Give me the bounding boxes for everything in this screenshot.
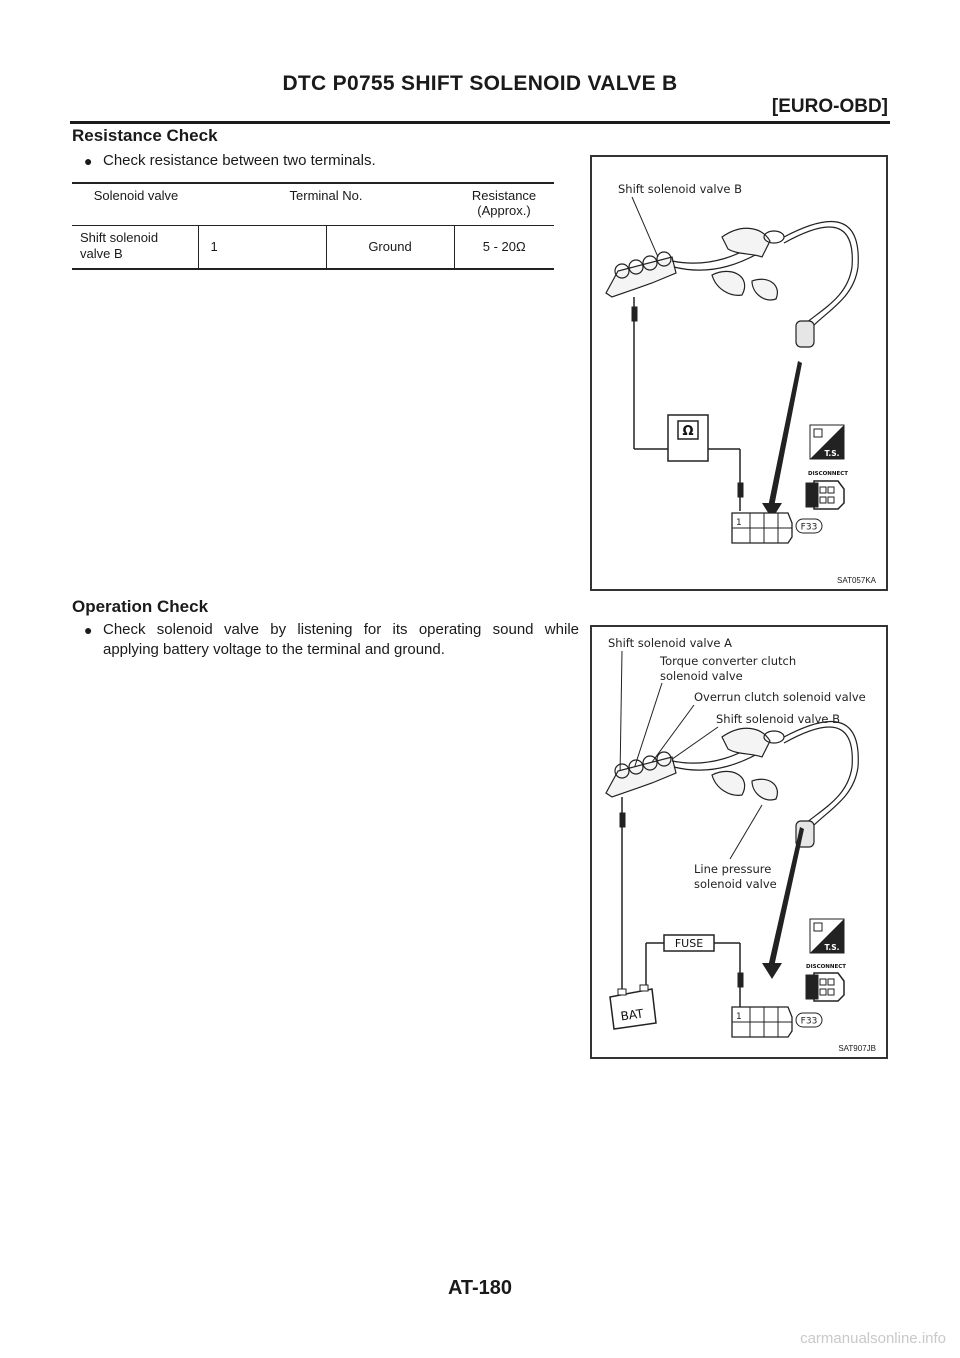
arrow-to-connector (768, 361, 802, 507)
disconnect-connector-icon (806, 481, 844, 509)
line-pressure-label-line1: Line pressure (694, 862, 772, 876)
page-number: AT-180 (447, 1277, 513, 1299)
cell-resistance: 5 - 20Ω (454, 225, 554, 269)
solenoid-assembly (606, 222, 858, 347)
ts-label: T.S. (824, 943, 840, 952)
bullet-icon: ● (84, 153, 93, 169)
operation-diagram (592, 627, 886, 1057)
disconnect-tool-icon (810, 919, 844, 953)
figure-code: SAT907JB (838, 1044, 876, 1053)
cell-terminal-b: Ground (326, 225, 454, 269)
cell-valve: Shift solenoid valve B (72, 225, 198, 269)
figure-code: SAT057KA (837, 576, 876, 585)
operation-check-bullet (84, 620, 578, 660)
resistance-check-bullet (84, 151, 564, 171)
cell-terminal-a: 1 (198, 225, 326, 269)
terminal-number: 1 (736, 1012, 742, 1022)
shift-solenoid-b-label: Shift solenoid valve B (618, 182, 743, 196)
operation-check-heading: Operation Check (72, 597, 209, 616)
header-solenoid-valve: Solenoid valve (72, 183, 198, 225)
header-resistance: Resistance (Approx.) (454, 183, 554, 225)
disconnect-connector-icon (806, 973, 844, 1001)
disconnect-label: DISCONNECT (806, 964, 847, 970)
resistance-check-heading: Resistance Check (72, 126, 218, 145)
disconnect-tool-icon (810, 425, 844, 459)
fuse-icon (664, 935, 714, 951)
terminal-number: 1 (736, 518, 742, 528)
bullet-text-line1: Check solenoid valve by listening for its operating sound while (103, 621, 579, 638)
tcc-label-line2: solenoid valve (660, 669, 743, 683)
operation-check-figure (590, 625, 888, 1059)
bullet-text-line2: applying battery voltage to the terminal and ground. (103, 641, 445, 658)
table-header-row (72, 183, 554, 225)
arrow-to-connector (768, 827, 804, 967)
tcc-label-line1: Torque converter clutch (660, 654, 797, 668)
bullet-text: Check resistance between two terminals. (103, 152, 376, 169)
watermark: carmanualsonline.info (800, 1330, 946, 1347)
resistance-spec-table (72, 182, 554, 270)
header-divider (70, 121, 890, 124)
resistance-check-figure (590, 155, 888, 591)
fuse-label: FUSE (674, 937, 704, 950)
page-title: DTC P0755 SHIFT SOLENOID VALVE B (282, 72, 678, 95)
resistance-diagram (592, 157, 886, 589)
table-row (72, 225, 554, 269)
disconnect-label: DISCONNECT (808, 471, 849, 477)
bullet-icon: ● (84, 622, 93, 638)
ohm-symbol: Ω (682, 424, 694, 439)
connector-id: F33 (800, 522, 818, 533)
section-tag: [EURO-OBD] (771, 96, 888, 117)
header-terminal-no: Terminal No. (198, 183, 454, 225)
overrun-label: Overrun clutch solenoid valve (694, 690, 866, 704)
battery-label: BAT (619, 1006, 645, 1024)
ohmmeter (632, 297, 743, 511)
line-pressure-label-line2: solenoid valve (694, 877, 777, 891)
battery-icon (610, 985, 656, 1029)
solenoid-assembly (606, 722, 858, 847)
shift-solenoid-a-label: Shift solenoid valve A (608, 636, 733, 650)
leader-line (632, 197, 658, 257)
shift-solenoid-b-label: Shift solenoid valve B (716, 712, 841, 726)
connector-id: F33 (800, 1016, 818, 1027)
battery-circuit (620, 797, 743, 1007)
ts-label: T.S. (824, 449, 840, 458)
